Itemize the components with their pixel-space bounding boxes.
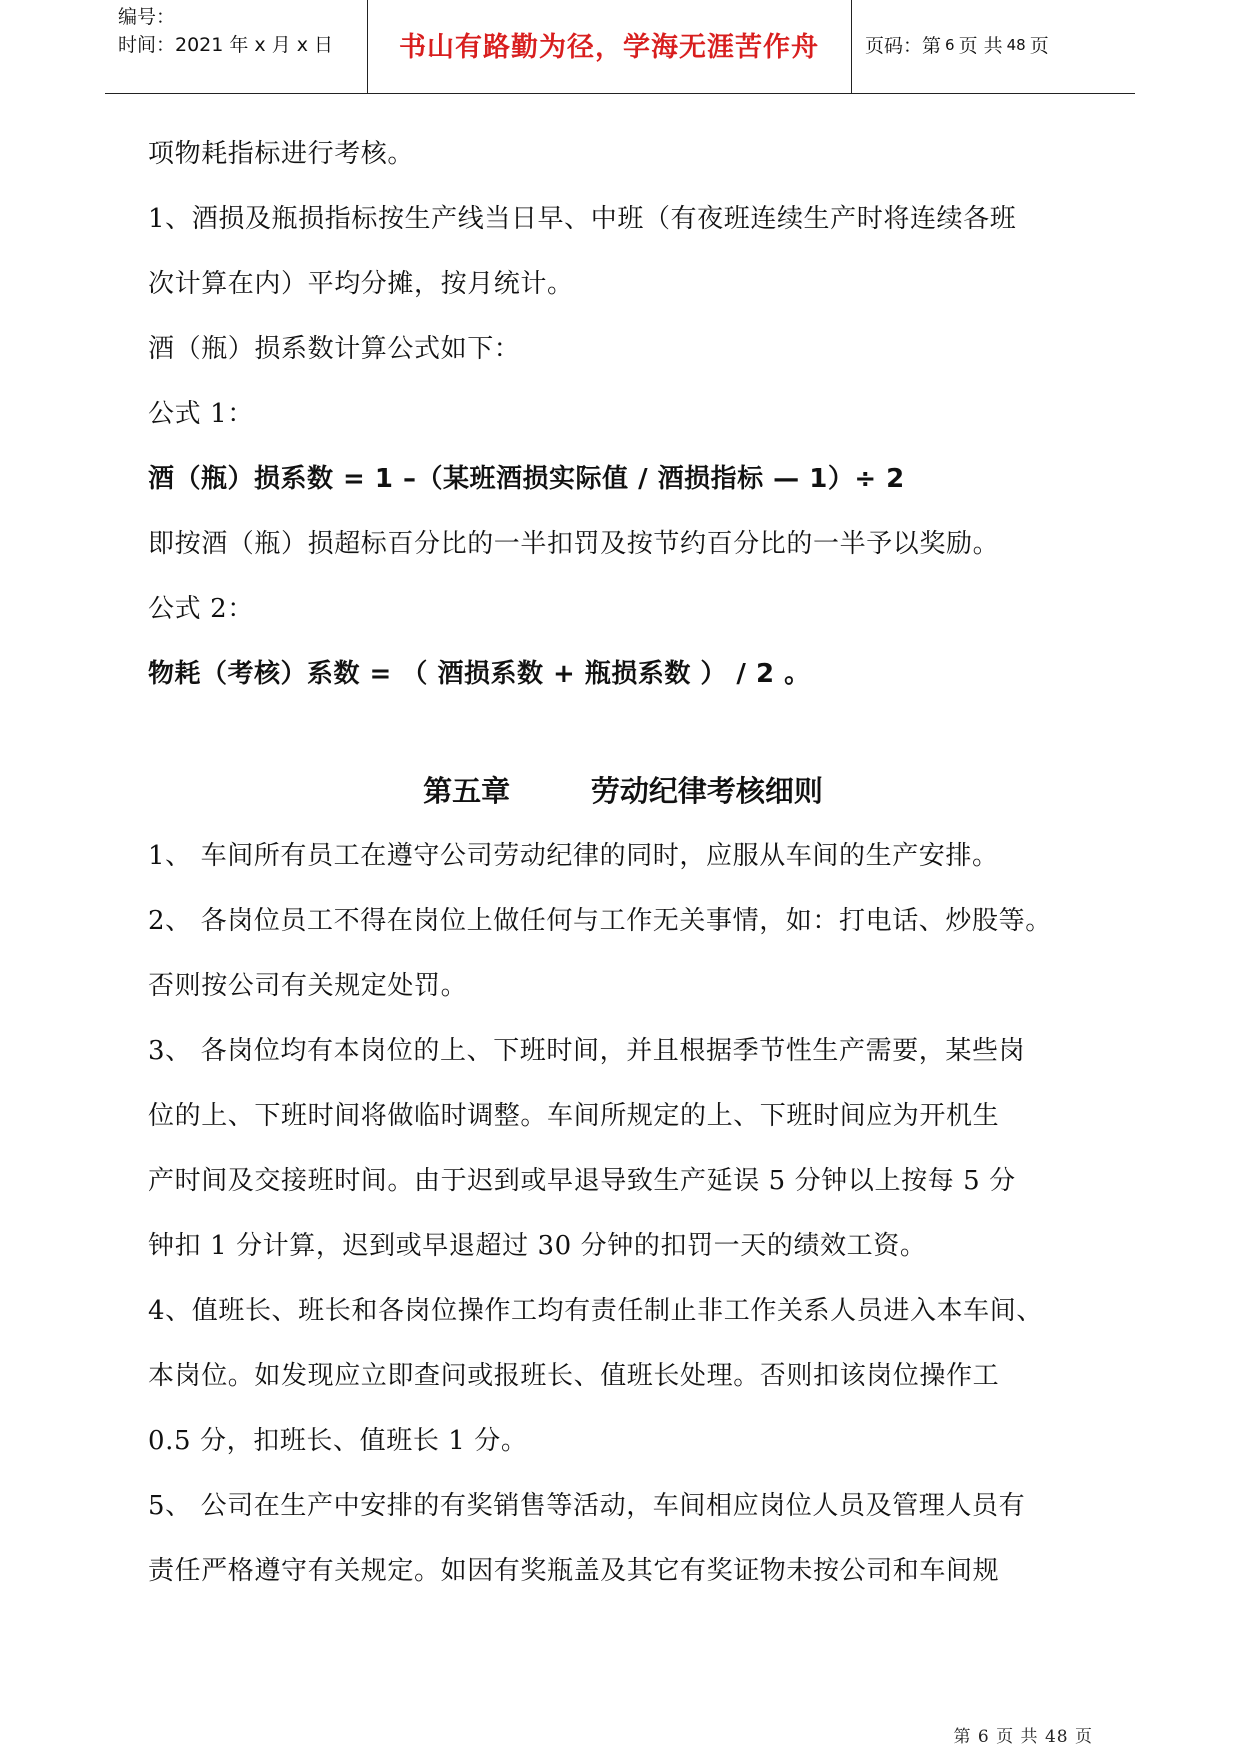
header-motto: 书山有路勤为径，学海无涯苦作舟 — [399, 32, 819, 63]
page-prefix: 页码：第 — [865, 35, 942, 57]
paragraph-line: 1、酒损及瓶损指标按生产线当日早、中班（有夜班连续生产时将连续各班 — [148, 204, 1017, 234]
page-total: 48 — [1006, 35, 1026, 54]
rule-line: 否则按公司有关规定处罚。 — [148, 971, 468, 1001]
header-page-number — [851, 0, 1135, 93]
chapter-title: 第五章 劳动纪律考核细则 — [423, 774, 823, 808]
paragraph-line: 项物耗指标进行考核。 — [148, 139, 415, 169]
page-mid: 页 共 — [958, 35, 1003, 57]
paragraph-line: 即按酒（瓶）损超标百分比的一半扣罚及按节约百分比的一半予以奖励。 — [148, 529, 1000, 559]
rule-line: 5、 公司在生产中安排的有奖销售等活动，车间相应岗位人员及管理人员有 — [148, 1491, 1026, 1521]
rule-line: 2、 各岗位员工不得在岗位上做任何与工作无关事情，如：打电话、炒股等。 — [148, 906, 1052, 936]
formula-label: 公式 1： — [148, 399, 254, 429]
header-meta — [105, 0, 367, 93]
formula-2: 物耗（考核）系数 = （ 酒损系数 + 瓶损系数 ） / 2 。 — [148, 659, 811, 689]
formula-1: 酒（瓶）损系数 = 1 –（某班酒损实际值 / 酒损指标 — 1）÷ 2 — [148, 464, 905, 494]
page-suffix: 页 — [1029, 35, 1049, 57]
rule-line: 0.5 分，扣班长、值班长 1 分。 — [148, 1426, 528, 1456]
rule-line: 位的上、下班时间将做临时调整。车间所规定的上、下班时间应为开机生 — [148, 1101, 1000, 1131]
rule-line: 产时间及交接班时间。由于迟到或早退导致生产延误 5 分钟以上按每 5 分 — [148, 1166, 1016, 1196]
rule-line: 钟扣 1 分计算，迟到或早退超过 30 分钟的扣罚一天的绩效工资。 — [148, 1231, 927, 1261]
page-current: 6 — [945, 35, 955, 54]
rule-line: 本岗位。如发现应立即查问或报班长、值班长处理。否则扣该岗位操作工 — [148, 1361, 1000, 1391]
serial-label: 编号： — [118, 6, 176, 28]
page-header — [105, 0, 1135, 94]
date-label: 时间：2021 年 x 月 x 日 — [118, 34, 334, 56]
paragraph-line: 次计算在内）平均分摊，按月统计。 — [148, 269, 574, 299]
page-footer: 第 6 页 共 48 页 — [953, 1727, 1093, 1747]
paragraph-line: 酒（瓶）损系数计算公式如下： — [148, 334, 521, 364]
rule-line: 3、 各岗位均有本岗位的上、下班时间，并且根据季节性生产需要，某些岗 — [148, 1036, 1026, 1066]
rule-line: 1、 车间所有员工在遵守公司劳动纪律的同时，应服从车间的生产安排。 — [148, 841, 999, 871]
rule-line: 责任严格遵守有关规定。如因有奖瓶盖及其它有奖证物未按公司和车间规 — [148, 1556, 1000, 1586]
formula-label: 公式 2： — [148, 594, 254, 624]
rule-line: 4、值班长、班长和各岗位操作工均有责任制止非工作关系人员进入本车间、 — [148, 1296, 1043, 1326]
section-spacer — [148, 707, 1098, 759]
document-body — [148, 122, 1098, 1604]
